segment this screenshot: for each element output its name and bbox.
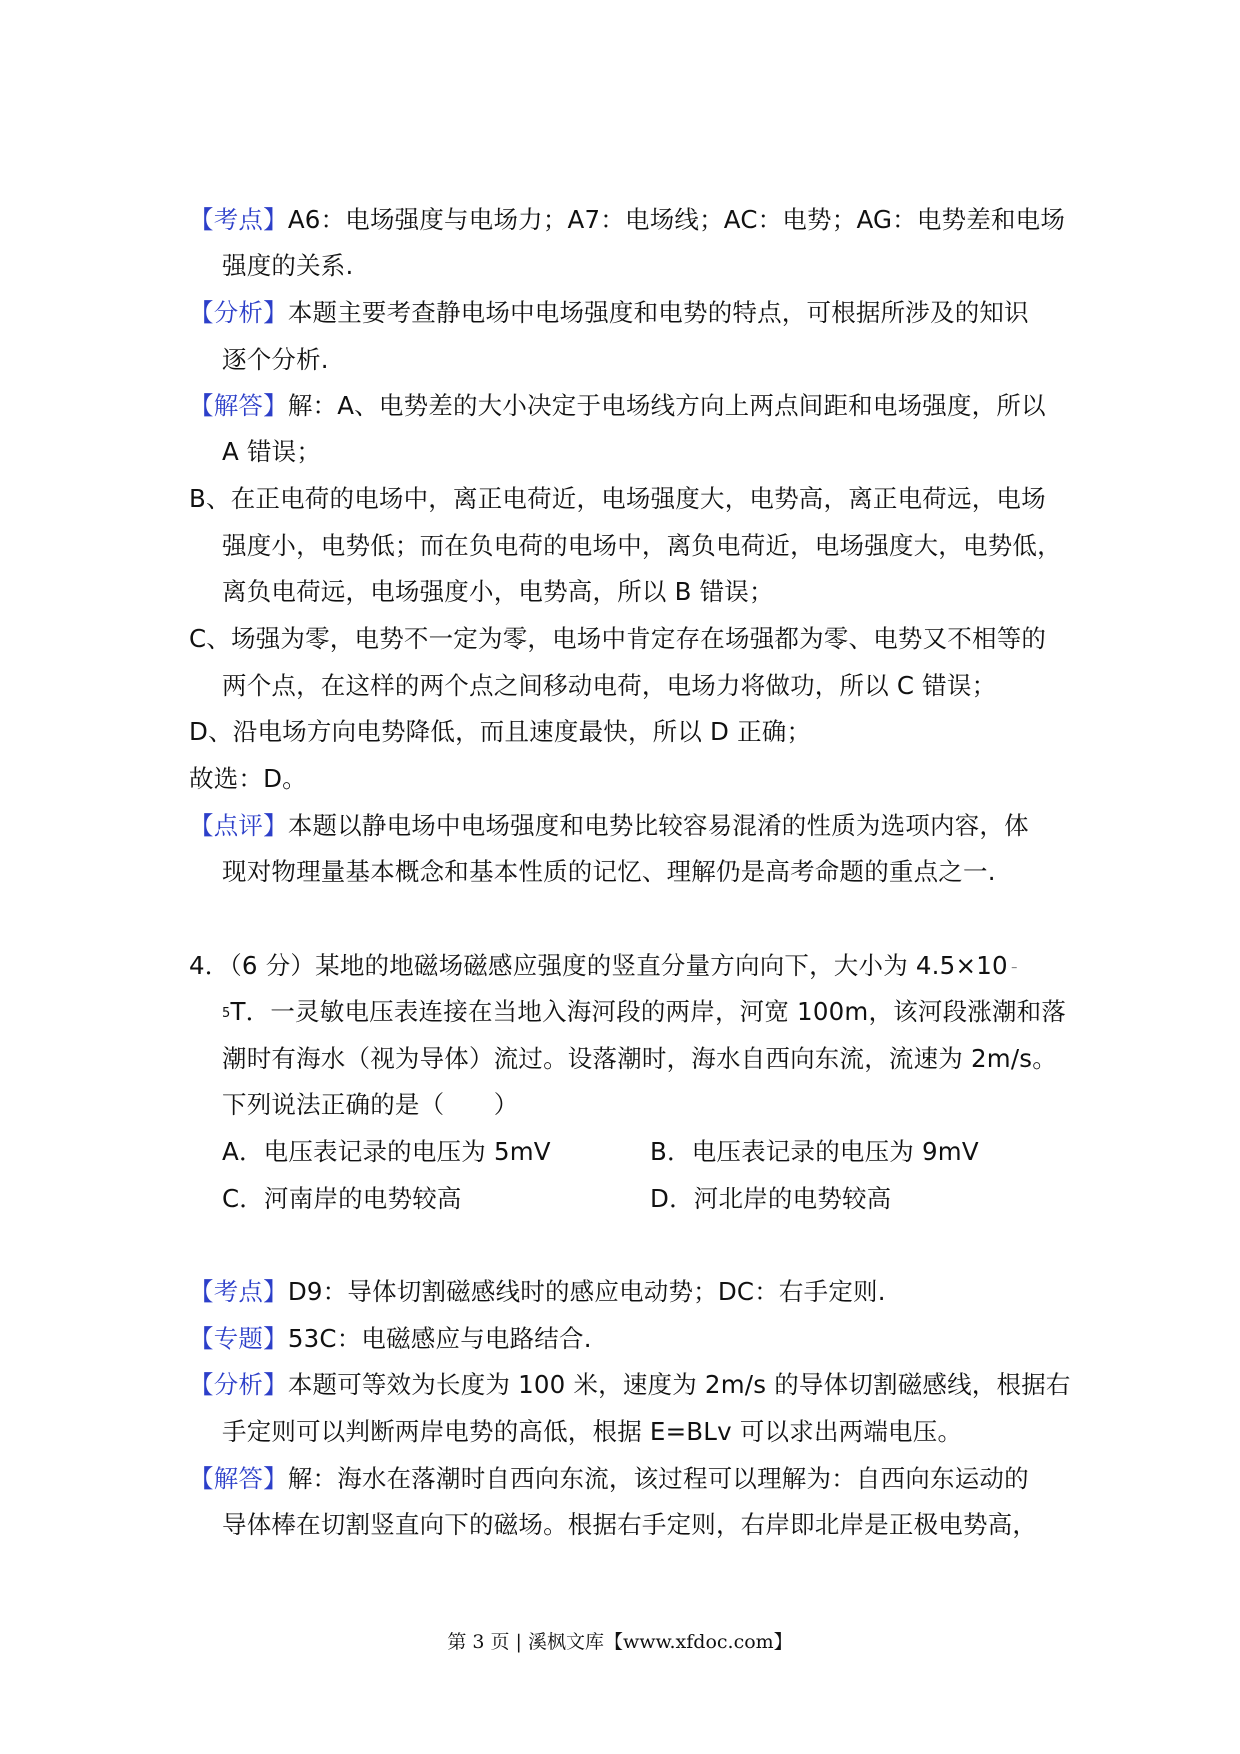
- q4-jieda-line-2: 导体棒在切割竖直向下的磁场。根据右手定则，右岸即北岸是正极电势高，: [222, 1510, 1038, 1539]
- option-c: C．河南岸的电势较高: [222, 1184, 462, 1213]
- q4-jieda-tag: 【解答】: [189, 1464, 288, 1493]
- fenxi-tag: 【分析】: [189, 298, 288, 327]
- fenxi-line-2: 逐个分析.: [222, 345, 329, 374]
- kaodian-line-1: 【考点】A6：电场强度与电场力；A7：电场线；AC：电势；AG：电势差和电场: [189, 205, 1066, 234]
- q4-zhuanti-tag: 【专题】: [189, 1324, 288, 1353]
- dianping-line-1: 【点评】本题以静电场中电场强度和电势比较容易混淆的性质为选项内容，体: [189, 811, 1029, 840]
- option-b-explain-line-1: B、在正电荷的电场中，离正电荷近，电场强度大，电势高，离正电荷远，电场: [189, 484, 1046, 513]
- options-row-2: [222, 1179, 1122, 1219]
- jieda-line-2: A 错误；: [222, 437, 322, 466]
- dianping-line-2: 现对物理量基本概念和基本性质的记忆、理解仍是高考命题的重点之一.: [222, 857, 996, 886]
- kaodian-line-2: 强度的关系.: [222, 251, 354, 280]
- page-footer: 第 3 页 | 溪枫文库【www.xfdoc.com】: [447, 1631, 793, 1653]
- jieda-line-1: 【解答】解：A、电势差的大小决定于电场线方向上两点间距和电场强度，所以: [189, 391, 1046, 420]
- question-4-line-2: $^5$T．一灵敏电压表连接在当地入海河段的两岸，河宽 100m，该河段涨潮和落: [222, 997, 1067, 1026]
- option-d-explain-line: D、沿电场方向电势降低，而且速度最快，所以 D 正确；: [189, 717, 812, 746]
- q4-kaodian-tag: 【考点】: [189, 1277, 288, 1306]
- answer-choice-line: 故选：D。: [189, 764, 307, 793]
- q4-fenxi-line-2: 手定则可以判断两岸电势的高低，根据 E=BLv 可以求出两端电压。: [222, 1417, 963, 1446]
- question-4-line-4: 下列说法正确的是（ ）: [222, 1090, 519, 1119]
- q4-zhuanti-line: 【专题】53C：电磁感应与电路结合.: [189, 1324, 592, 1353]
- q4-kaodian-line: 【考点】D9：导体切割磁感线时的感应电动势；DC：右手定则.: [189, 1277, 886, 1306]
- fenxi-line-1: 【分析】本题主要考查静电场中电场强度和电势的特点，可根据所涉及的知识: [189, 298, 1029, 327]
- option-c-explain-line-1: C、场强为零，电势不一定为零，电场中肯定存在场强都为零、电势又不相等的: [189, 624, 1047, 653]
- kaodian-tag: 【考点】: [189, 205, 288, 234]
- option-b: B．电压表记录的电压为 9mV: [650, 1137, 979, 1166]
- option-d: D．河北岸的电势较高: [650, 1184, 892, 1213]
- option-a: A．电压表记录的电压为 5mV: [222, 1137, 551, 1166]
- dianping-tag: 【点评】: [189, 811, 288, 840]
- option-b-explain-line-2: 强度小，电势低；而在负电荷的电场中，离负电荷近，电场强度大，电势低，: [222, 531, 1062, 560]
- question-4-line-1: 4．（6 分）某地的地磁场磁感应强度的竖直分量方向向下，大小为 4.5×10﹣: [189, 951, 1021, 980]
- q4-fenxi-line-1: 【分析】本题可等效为长度为 100 米，速度为 2m/s 的导体切割磁感线，根据右: [189, 1370, 1071, 1399]
- option-b-explain-line-3: 离负电荷远，电场强度小，电势高，所以 B 错误；: [222, 577, 774, 606]
- question-4-line-3: 潮时有海水（视为导体）流过。设落潮时，海水自西向东流，流速为 2m/s。: [222, 1044, 1057, 1073]
- options-row-1: [222, 1132, 1122, 1172]
- option-c-explain-line-2: 两个点，在这样的两个点之间移动电荷，电场力将做功，所以 C 错误；: [222, 671, 997, 700]
- q4-jieda-line-1: 【解答】解：海水在落潮时自西向东流，该过程可以理解为：自西向东运动的: [189, 1464, 1029, 1493]
- jieda-tag: 【解答】: [189, 391, 288, 420]
- q4-fenxi-tag: 【分析】: [189, 1370, 288, 1399]
